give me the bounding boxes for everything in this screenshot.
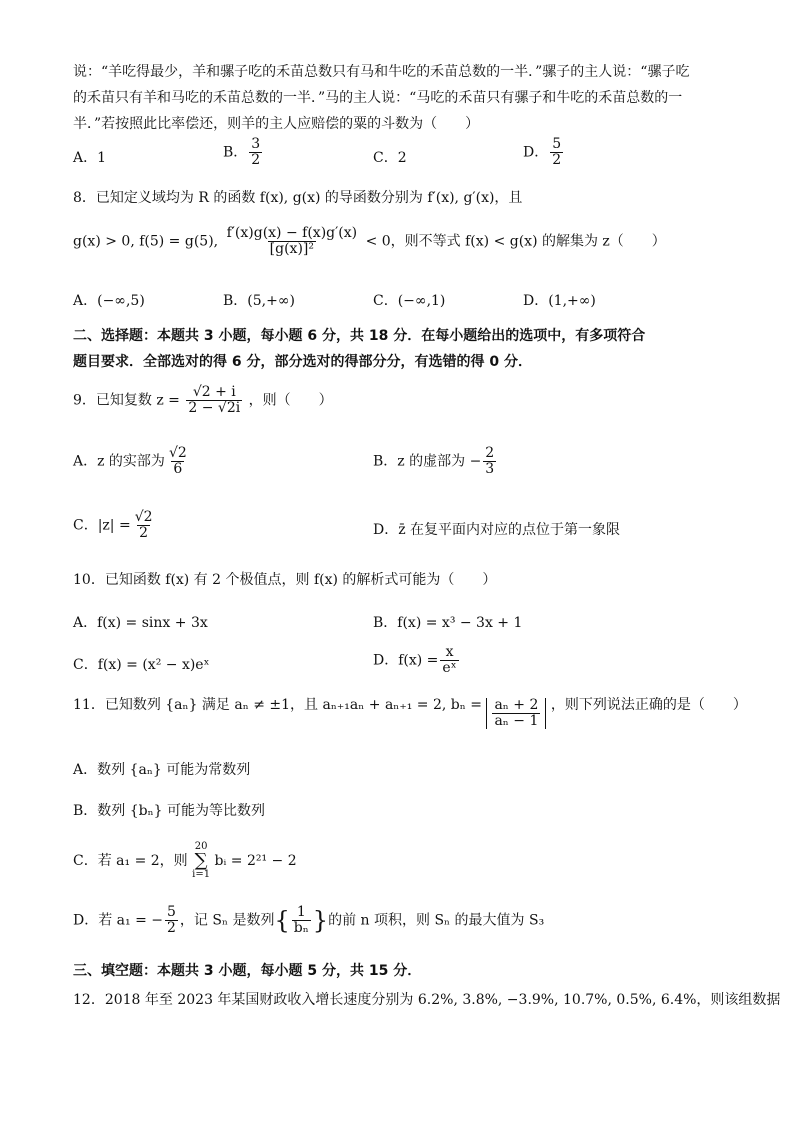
q9-a-pre: A．z 的实部为 — [73, 453, 165, 470]
q10-stem: 10．已知函数 f(x) 有 2 个极值点，则 f(x) 的解析式可能为（ ） — [73, 572, 497, 588]
q11-num: aₙ + 2 — [494, 697, 539, 713]
q9-option-d: D．z̄ 在复平面内对应的点位于第一象限 — [373, 522, 621, 538]
q8-cond-left: g(x) > 0, f(5) = g(5), — [73, 233, 219, 250]
q11-c-sum-top: 20 — [194, 841, 208, 852]
section-2-heading-line-2: 题目要求．全部选对的得 6 分，部分选对的得部分分，有选错的得 0 分． — [73, 354, 532, 370]
q8-options — [73, 290, 723, 330]
q9-den: 2 − √2i — [188, 400, 241, 416]
q11-d-post: 的前 n 项积，则 Sₙ 的最大值为 S₃ — [328, 912, 545, 929]
q9-c-den: 2 — [139, 525, 149, 541]
q11-d-den: 2 — [167, 920, 176, 936]
q9-c-pre: C．|z| = — [73, 517, 131, 534]
q7-b-num: 3 — [251, 136, 261, 152]
q9-options-row-1 — [73, 446, 723, 486]
q8-cond-den: [g(x)]² — [269, 241, 314, 257]
q7-options — [73, 137, 723, 177]
q10-option-d — [373, 645, 461, 676]
q9-b-den: 3 — [485, 461, 495, 477]
q7-option-c: C．2 — [373, 150, 407, 166]
q11-option-d: D．若 a₁ = − $\frac{5}{2}$ ，记 Sₙ 是数列{ $\frac{1}{\text{bₙ}}$ }的前 n 项积，则 Sₙ 的最大值为 S₃ — [73, 904, 545, 936]
q11-d-inner-den: bₙ — [293, 920, 309, 936]
q7-option-d-label: D． — [523, 144, 549, 161]
q7-d-den: 2 — [552, 152, 562, 168]
q10-option-b: B．f(x) = x³ − 3x + 1 — [373, 615, 523, 631]
q11-option-b: B．数列 {bₙ} 可能为等比数列 — [73, 803, 266, 819]
q8-stem: 8．已知定义域均为 R 的函数 f(x), g(x) 的导函数分别为 f′(x), g′(x)，且 — [73, 190, 523, 206]
q10-d-pre: D．f(x) = — [373, 652, 439, 669]
q8-option-d: D．(1,+∞) — [523, 293, 596, 309]
q7-b-den: 2 — [251, 152, 261, 168]
section-2-heading-line-1: 二、选择题：本题共 3 小题，每小题 6 分，共 18 分．在每小题给出的选项中，有多项符合 — [73, 328, 646, 344]
q9-option-c — [73, 510, 157, 541]
q8-option-c: C．(−∞,1) — [373, 293, 446, 309]
q9-num: √2 + i — [192, 384, 236, 400]
q10-d-num: x — [445, 644, 454, 660]
q10-option-a: A．f(x) = sinx + 3x — [73, 615, 208, 631]
q9-options-row-2 — [73, 510, 723, 550]
q9-stem — [73, 385, 333, 416]
q8-condition — [73, 226, 666, 257]
q11-abs-frac — [486, 698, 546, 729]
q9-a-num: √2 — [168, 445, 187, 461]
q7-option-b — [223, 137, 264, 168]
q11-d-inner-num: 1 — [296, 904, 306, 920]
q9-stem-post: ，则（ ） — [248, 392, 333, 409]
q11-stem-pre: 11．已知数列 {aₙ} 满足 aₙ ≠ ±1，且 aₙ₊₁aₙ + aₙ₊₁ = 2, bₙ = — [73, 697, 482, 713]
q7-option-a: A．1 — [73, 150, 107, 166]
intro-line-1: 说：“羊吃得最少，羊和骡子吃的禾苗总数只有马和牛吃的禾苗总数的一半．”骡子的主人说：“骡子吃 — [73, 64, 690, 80]
q12-stem: 12．2018 年至 2023 年某国财政收入增长速度分别为 6.2%, 3.8%, −3.9%, 10.7%, 0.5%, 6.4%，则该组数据 — [73, 992, 781, 1008]
q9-option-b — [373, 446, 498, 477]
q11-d-pre: D．若 a₁ = − — [73, 912, 163, 929]
q11-den: aₙ − 1 — [494, 713, 539, 729]
q8-option-a: A．(−∞,5) — [73, 293, 145, 309]
q10-d-den: eˣ — [442, 660, 457, 676]
q11-option-c — [73, 842, 297, 880]
intro-line-3: 半．”若按照此比率偿还，则羊的主人应赔偿的粟的斗数为（ ） — [73, 116, 480, 132]
intro-line-2: 的禾苗只有羊和马吃的禾苗总数的一半．”马的主人说：“马吃的禾苗只有骡子和牛吃的禾苗总数的一 — [73, 90, 683, 106]
q10-options-row-2 — [73, 645, 723, 685]
q11-d-num: 5 — [167, 904, 176, 920]
q11-c-sum-bot: i=1 — [192, 869, 211, 880]
q11-d-mid: ，记 Sₙ 是数列 — [179, 912, 275, 929]
q9-c-num: √2 — [134, 509, 153, 525]
q9-stem-pre: 9．已知复数 z = — [73, 392, 180, 409]
q7-option-d — [523, 137, 565, 168]
q11-c-sum: 20 ∑ i=1 — [192, 841, 211, 880]
q11-c-pre: C．若 a₁ = 2，则 — [73, 853, 188, 869]
q11-stem — [73, 695, 747, 729]
q11-stem-post: ，则下列说法正确的是（ ） — [550, 697, 747, 713]
q11-option-a: A．数列 {aₙ} 可能为常数列 — [73, 762, 251, 778]
q9-b-pre: B．z 的虚部为 − — [373, 453, 482, 470]
q9-b-num: 2 — [485, 445, 495, 461]
q11-c-post: bᵢ = 2²¹ − 2 — [214, 853, 297, 869]
section-3-heading: 三、填空题：本题共 3 小题，每小题 5 分，共 15 分． — [73, 963, 422, 979]
q7-option-b-label: B． — [223, 144, 248, 161]
q8-cond-right: < 0，则不等式 f(x) < g(x) 的解集为 z（ ） — [365, 233, 666, 250]
q8-cond-num: f′(x)g(x) − f(x)g′(x) — [226, 225, 358, 241]
q9-a-den: 6 — [173, 461, 183, 477]
q9-option-a — [73, 446, 191, 477]
q7-d-num: 5 — [552, 136, 562, 152]
q10-option-c: C．f(x) = (x² − x)eˣ — [73, 657, 210, 673]
q8-option-b: B．(5,+∞) — [223, 293, 295, 309]
